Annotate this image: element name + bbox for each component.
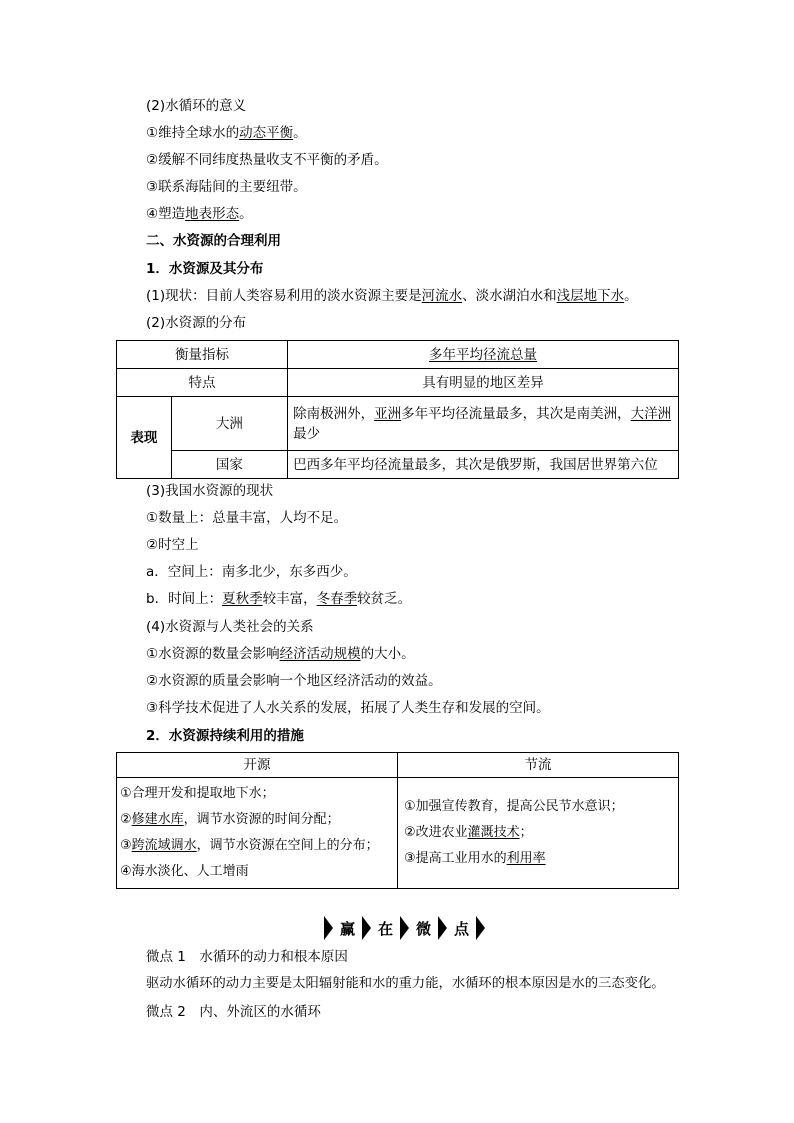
table2-open-measures (117, 778, 398, 889)
section-banner (322, 915, 487, 941)
banner-char-1: 赢 (340, 919, 356, 938)
table1-label-metric: 衡量指标 (117, 341, 288, 369)
meaning-item-2: ②缓解不同纬度热量收支不平衡的矛盾。 (146, 152, 388, 168)
open-item-2: ②修建水库，调节水资源的时间分配； (120, 812, 340, 827)
banner-char-4: 点 (454, 919, 470, 938)
subheading-sustainable: 2．水资源持续利用的措施 (146, 728, 304, 744)
relation-title: (4)水资源与人类社会的关系 (146, 619, 314, 635)
section-heading-water-resources: 二、水资源的合理利用 (146, 233, 281, 249)
table1-country-value: 巴西多年平均径流量最多，其次是俄罗斯，我国居世界第六位 (288, 451, 679, 479)
meaning-item-4: ④塑造地表形态。 (146, 206, 253, 222)
table1-label-feature: 特点 (117, 369, 288, 397)
chevron-right-icon (324, 916, 333, 940)
micro-point-2-title: 微点 2 内、外流区的水循环 (146, 1004, 321, 1020)
save-item-2: ②改进农业灌溉技术； (403, 825, 533, 840)
table1-continent-label: 大洲 (171, 397, 287, 451)
table2-save-measures (397, 778, 678, 889)
china-status-time: b．时间上：夏秋季较丰富，冬春季较贫乏。 (146, 591, 412, 607)
measures-table (116, 752, 679, 889)
table1-group-label: 表现 (117, 397, 172, 479)
table2-header-save: 节流 (397, 753, 678, 778)
open-item-4: ④海水淡化、人工增雨 (120, 864, 249, 879)
china-status-space: a．空间上：南多北少，东多西少。 (146, 564, 357, 580)
china-status-timespace: ②时空上 (146, 537, 199, 553)
micro-point-1-text: 驱动水循环的动力主要是太阳辐射能和水的重力能，水循环的根本原因是水的三态变化。 (146, 976, 665, 991)
china-status-title: (3)我国水资源的现状 (146, 483, 274, 499)
chevron-right-icon (438, 916, 447, 940)
distribution-table (116, 340, 679, 479)
chevron-right-icon (400, 916, 409, 940)
open-item-3: ③跨流域调水，调节水资源在空间上的分布； (120, 838, 379, 853)
table2-header-open: 开源 (117, 753, 398, 778)
distribution-title: (2)水资源的分布 (146, 315, 247, 331)
banner-char-2: 在 (378, 919, 394, 938)
micro-point-1-title: 微点 1 水循环的动力和根本原因 (146, 949, 348, 965)
save-item-3: ③提高工业用水的利用率 (403, 851, 546, 866)
relation-item-3: ③科学技术促进了人水关系的发展，拓展了人类生存和发展的空间。 (146, 700, 550, 716)
chevron-right-icon (476, 916, 485, 940)
subheading-distribution: 1．水资源及其分布 (146, 261, 264, 277)
china-status-quantity: ①数量上：总量丰富，人均不足。 (146, 510, 348, 526)
relation-item-2: ②水资源的质量会影响一个地区经济活动的效益。 (146, 673, 442, 689)
meaning-item-1: ①维持全球水的动态平衡。 (146, 125, 307, 141)
banner-char-3: 微 (416, 919, 432, 938)
meaning-item-3: ③联系海陆间的主要纽带。 (146, 179, 307, 195)
relation-item-1: ①水资源的数量会影响经济活动规模的大小。 (146, 646, 415, 662)
section-water-cycle-meaning-title: (2)水循环的意义 (146, 98, 247, 114)
chevron-right-icon (362, 916, 371, 940)
status-paragraph: (1)现状：目前人类容易利用的淡水资源主要是河流水、淡水湖泊水和浅层地下水。 (146, 288, 638, 304)
save-item-1: ①加强宣传教育，提高公民节水意识； (403, 799, 624, 814)
table1-value-metric: 多年平均径流总量 (288, 341, 679, 369)
open-item-1: ①合理开发和提取地下水； (120, 786, 275, 801)
table1-continent-value: 除南极洲外，亚洲多年平均径流量最多，其次是南美洲，大洋洲最少 (288, 397, 679, 451)
table1-country-label: 国家 (171, 451, 287, 479)
table1-value-feature: 具有明显的地区差异 (288, 369, 679, 397)
